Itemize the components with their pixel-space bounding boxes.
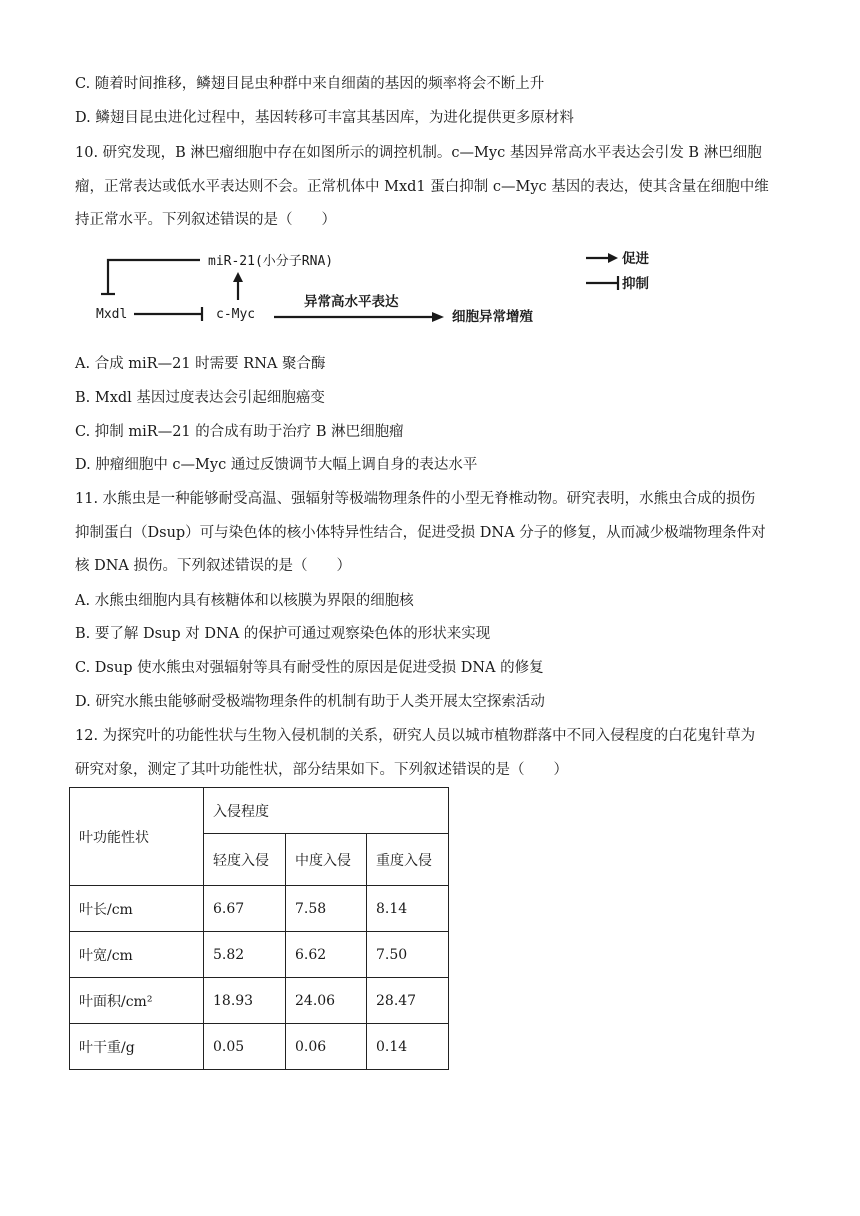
table-cell: 18.93 [204,978,286,1024]
table-row [70,1024,449,1070]
table-cell: 28.47 [367,978,449,1024]
table-cell: 0.05 [204,1024,286,1070]
row-label: 叶面积/cm² [70,978,204,1024]
table-row [70,932,449,978]
q10-option-d: D. 肿瘤细胞中 c—Myc 通过反馈调节大幅上调自身的表达水平 [75,457,478,473]
q10-stem-line-1: 10. 研究发现，B 淋巴瘤细胞中存在如图所示的调控机制。c—Myc 基因异常高水平表达会引发 B 淋巴细胞 [75,145,762,161]
table-cell: 0.14 [367,1024,449,1070]
table-cell: 6.62 [286,932,367,978]
q11-option-a: A. 水熊虫细胞内具有核糖体和以核膜为界限的细胞核 [75,593,414,609]
q10-option-c: C. 抑制 miR—21 的合成有助于治疗 B 淋巴细胞瘤 [75,424,404,440]
q11-option-c: C. Dsup 使水熊虫对强辐射等具有耐受性的原因是促进受损 DNA 的修复 [75,660,544,676]
row-label: 叶长/cm [70,886,204,932]
table-cell: 7.50 [367,932,449,978]
table-col-header: 轻度入侵 [204,834,286,886]
legend-promote-arrowhead [608,253,618,263]
q10-stem-line-3: 持正常水平。下列叙述错误的是（ ） [75,212,336,228]
row-label: 叶宽/cm [70,932,204,978]
legend-inhibit-label: 抑制 [622,276,649,292]
q11-stem-line-2: 抑制蛋白（Dsup）可与染色体的核小体特异性结合，促进受损 DNA 分子的修复，从而减少极端物理条件对 [75,525,766,541]
table-corner: 叶功能性状 [70,788,204,886]
table-cell: 6.67 [204,886,286,932]
cmyc-to-mir-arrowhead [233,272,243,282]
mir21-label: miR-21(小分子RNA) [208,254,334,269]
q10-stem-line-2: 瘤，正常表达或低水平表达则不会。正常机体中 Mxd1 蛋白抑制 c—Myc 基因的表达，使其含量在细胞中维 [75,179,769,195]
q11-option-d: D. 研究水熊虫能够耐受极端物理条件的机制有助于人类开展太空探索活动 [75,694,545,710]
mxd-label: Mxdl [96,307,128,322]
table-cell: 5.82 [204,932,286,978]
cmyc-label: c-Myc [216,307,256,322]
row-label: 叶干重/g [70,1024,204,1070]
arrow-label: 异常高水平表达 [304,294,399,310]
table-cell: 24.06 [286,978,367,1024]
mxd-to-mir-line [108,260,200,294]
q11-stem-line-3: 核 DNA 损伤。下列叙述错误的是（ ） [75,558,352,574]
regulation-diagram [88,248,768,334]
table-col-header: 重度入侵 [367,834,449,886]
q10-option-a: A. 合成 miR—21 时需要 RNA 聚合酶 [75,356,326,372]
q9-option-d: D. 鳞翅目昆虫进化过程中，基因转移可丰富其基因库，为进化提供更多原材料 [75,110,574,126]
table-cell: 7.58 [286,886,367,932]
q12-stem-line-1: 12. 为探究叶的功能性状与生物入侵机制的关系，研究人员以城市植物群落中不同入侵程度的白花鬼针草为 [75,728,756,744]
q12-stem-line-2: 研究对象，测定了其叶功能性状，部分结果如下。下列叙述错误的是（ ） [75,762,568,778]
q11-stem-line-1: 11. 水熊虫是一种能够耐受高温、强辐射等极端物理条件的小型无脊椎动物。研究表明，水熊虫合成的损伤 [75,491,756,507]
table-row [70,886,449,932]
table-cell: 0.06 [286,1024,367,1070]
legend-promote-label: 促进 [622,251,649,267]
q9-option-c: C. 随着时间推移，鳞翅目昆虫种群中来自细菌的基因的频率将会不断上升 [75,76,545,92]
table-cell: 8.14 [367,886,449,932]
cmyc-to-result-arrowhead [432,312,444,322]
table-row [70,978,449,1024]
q11-option-b: B. 要了解 Dsup 对 DNA 的保护可通过观察染色体的形状来实现 [75,626,491,642]
table-group-header: 入侵程度 [204,788,449,834]
table-col-header: 中度入侵 [286,834,367,886]
result-label: 细胞异常增殖 [452,309,533,325]
q10-option-b: B. Mxdl 基因过度表达会引起细胞癌变 [75,390,325,406]
leaf-trait-table [69,787,449,1070]
